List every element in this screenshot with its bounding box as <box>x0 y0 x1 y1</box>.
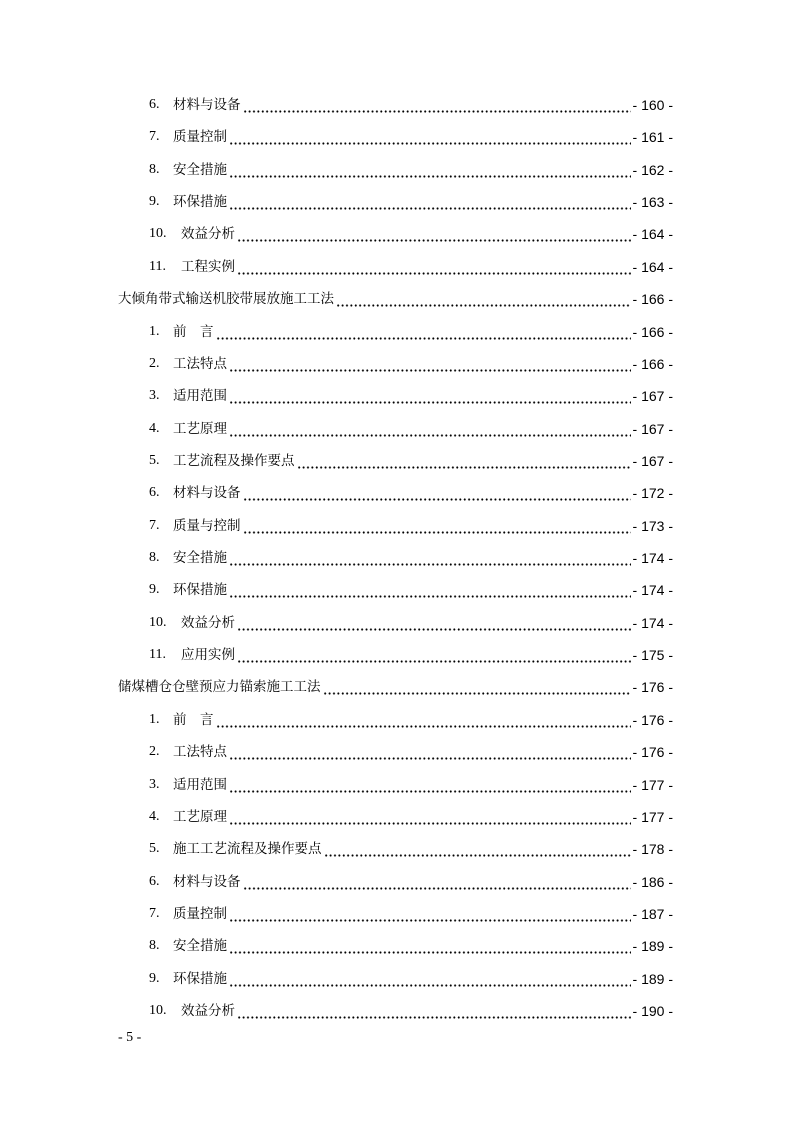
toc-entry-number: 6. <box>149 873 160 889</box>
dot-leader <box>229 386 631 406</box>
toc-section-entry[interactable] <box>149 904 673 924</box>
toc-entry-number: 8. <box>149 161 160 177</box>
toc-entry-number: 3. <box>149 776 160 792</box>
toc-entry-number: 4. <box>149 420 160 436</box>
dot-leader <box>229 419 631 439</box>
toc-entry-title: 效益分析 <box>181 226 235 243</box>
toc-entry-page: - 161 - <box>632 129 673 146</box>
toc-section-entry[interactable] <box>149 160 673 180</box>
toc-entry-page: - 189 - <box>632 938 673 955</box>
toc-entry-title: 适用范围 <box>173 388 227 405</box>
toc-entry-number: 11. <box>149 258 166 274</box>
toc-section-entry[interactable] <box>149 354 673 374</box>
toc-entry-number: 10. <box>149 1003 167 1019</box>
toc-chapter-entry[interactable] <box>118 289 673 309</box>
toc-chapter-entry[interactable] <box>118 677 673 697</box>
dot-leader <box>229 192 631 212</box>
toc-entry-number: 4. <box>149 808 160 824</box>
toc-entry-page: - 175 - <box>632 647 673 664</box>
toc-entry-page: - 177 - <box>632 808 673 825</box>
toc-section-entry[interactable] <box>149 386 673 406</box>
toc-section-entry[interactable] <box>149 839 673 859</box>
toc-entry-title: 环保措施 <box>173 194 227 211</box>
toc-entry-title: 环保措施 <box>173 582 227 599</box>
toc-entry-number: 1. <box>149 711 160 727</box>
toc-entry-number: 2. <box>149 355 160 371</box>
toc-entry-title: 材料与设备 <box>173 97 241 113</box>
toc-entry-title: 工法特点 <box>173 355 227 372</box>
toc-entry-page: - 164 - <box>632 226 673 243</box>
toc-section-entry[interactable] <box>149 192 673 212</box>
toc-section-entry[interactable] <box>149 645 673 665</box>
toc-entry-number: 9. <box>149 194 160 210</box>
toc-entry-page: - 176 - <box>632 744 673 761</box>
toc-section-entry[interactable] <box>149 257 673 277</box>
dot-leader <box>243 483 631 503</box>
toc-entry-title: 工法特点 <box>173 744 227 761</box>
toc-entry-title: 环保措施 <box>173 970 227 987</box>
toc-entry-title: 应用实例 <box>181 647 235 664</box>
page-number-footer: - 5 - <box>118 1030 142 1045</box>
toc-section-entry[interactable] <box>149 710 673 730</box>
toc-entry-number: 6. <box>149 97 160 112</box>
dot-leader <box>229 742 631 762</box>
toc-entry-page: - 190 - <box>632 1003 673 1020</box>
toc-entry-page: - 163 - <box>632 194 673 211</box>
toc-entry-title: 适用范围 <box>173 776 227 793</box>
dot-leader <box>229 354 631 374</box>
toc-entry-title: 效益分析 <box>181 614 235 631</box>
dot-leader <box>336 289 631 309</box>
toc-entry-page: - 167 - <box>632 452 673 469</box>
dot-leader <box>237 1001 631 1021</box>
toc-entry-number: 8. <box>149 550 160 566</box>
toc-entry-page: - 177 - <box>632 776 673 793</box>
toc-entry-title: 质量与控制 <box>173 517 241 534</box>
toc-entry-page: - 167 - <box>632 388 673 405</box>
toc-entry-page: - 176 - <box>632 711 673 728</box>
toc-section-entry[interactable] <box>149 872 673 892</box>
toc-entry-number: 10. <box>149 614 167 630</box>
toc-entry-number: 5. <box>149 452 160 468</box>
toc-entry-number: 7. <box>149 517 160 533</box>
toc-section-entry[interactable] <box>149 936 673 956</box>
toc-entry-number: 7. <box>149 906 160 921</box>
toc-entry-page: - 160 - <box>632 97 673 113</box>
toc-entry-page: - 174 - <box>632 614 673 631</box>
toc-entry-page: - 167 - <box>632 420 673 437</box>
dot-leader <box>229 775 631 795</box>
toc-entry-number: 6. <box>149 485 160 501</box>
toc-entry-page: - 186 - <box>632 873 673 890</box>
toc-section-entry[interactable] <box>149 613 673 633</box>
toc-entry-title: 工艺原理 <box>173 808 227 825</box>
dot-leader <box>229 127 631 147</box>
toc-entry-title: 工艺原理 <box>173 420 227 437</box>
toc-entry-page: - 174 - <box>632 582 673 599</box>
toc-entry-page: - 187 - <box>632 906 673 922</box>
dot-leader <box>237 613 631 633</box>
toc-entry-title: 质量控制 <box>173 129 227 146</box>
toc-entry-title: 安全措施 <box>173 938 227 955</box>
toc-entry-title: 储煤槽仓仓壁预应力锚索施工工法 <box>118 679 321 696</box>
toc-section-entry[interactable] <box>149 483 673 503</box>
toc-entry-title: 前 言 <box>173 323 214 340</box>
dot-leader <box>216 322 631 342</box>
toc-section-entry[interactable] <box>149 969 673 989</box>
toc-entry-title: 质量控制 <box>173 906 227 922</box>
toc-section-entry[interactable] <box>149 322 673 342</box>
dot-leader <box>237 645 631 665</box>
toc-section-entry[interactable] <box>149 419 673 439</box>
toc-entry-number: 9. <box>149 582 160 598</box>
toc-section-entry[interactable] <box>149 1001 673 1021</box>
toc-entry-title: 效益分析 <box>181 1003 235 1020</box>
toc-entry-title: 工程实例 <box>181 258 235 275</box>
toc-entry-page: - 164 - <box>632 258 673 275</box>
toc-section-entry[interactable] <box>149 127 673 147</box>
toc-entry-number: 11. <box>149 647 166 663</box>
toc-entry-number: 1. <box>149 323 160 339</box>
dot-leader <box>229 807 631 827</box>
toc-entry-page: - 176 - <box>632 679 673 696</box>
toc-entry-page: - 162 - <box>632 161 673 178</box>
toc-entry-page: - 172 - <box>632 485 673 502</box>
toc-entry-title: 大倾角带式输送机胶带展放施工工法 <box>118 291 334 308</box>
toc-entry-title: 材料与设备 <box>173 485 241 502</box>
dot-leader <box>323 677 631 697</box>
dot-leader <box>243 516 631 536</box>
dot-leader <box>229 580 631 600</box>
toc-section-entry[interactable] <box>149 580 673 600</box>
toc-entry-title: 安全措施 <box>173 550 227 567</box>
toc-section-entry[interactable] <box>149 742 673 762</box>
toc-entry-number: 3. <box>149 388 160 404</box>
toc-entry-number: 7. <box>149 129 160 145</box>
toc-entry-page: - 166 - <box>632 355 673 372</box>
toc-section-entry[interactable] <box>149 807 673 827</box>
dot-leader <box>229 936 631 956</box>
toc-entry-title: 施工工艺流程及操作要点 <box>173 841 322 858</box>
toc-section-entry[interactable] <box>149 224 673 244</box>
dot-leader <box>243 95 631 115</box>
toc-entry-page: - 166 - <box>632 323 673 340</box>
toc-entry-number: 9. <box>149 970 160 986</box>
toc-entry-number: 8. <box>149 938 160 954</box>
toc-entry-page: - 178 - <box>632 841 673 858</box>
dot-leader <box>229 160 631 180</box>
dot-leader <box>324 839 631 859</box>
toc-section-entry[interactable] <box>149 95 673 115</box>
toc-entry-title: 工艺流程及操作要点 <box>173 452 295 469</box>
toc-entry-page: - 173 - <box>632 517 673 534</box>
dot-leader <box>243 872 631 892</box>
toc-entry-number: 5. <box>149 841 160 857</box>
dot-leader <box>229 548 631 568</box>
toc-entry-title: 前 言 <box>173 711 214 728</box>
dot-leader <box>216 710 631 730</box>
toc-entry-title: 材料与设备 <box>173 873 241 890</box>
dot-leader <box>237 257 631 277</box>
toc-entry-page: - 166 - <box>632 291 673 308</box>
toc-entry-page: - 189 - <box>632 970 673 987</box>
toc-entry-page: - 174 - <box>632 550 673 567</box>
toc-entry-number: 2. <box>149 744 160 760</box>
toc-section-entry[interactable] <box>149 775 673 795</box>
dot-leader <box>229 969 631 989</box>
toc-entry-title: 安全措施 <box>173 161 227 178</box>
dot-leader <box>297 451 631 471</box>
toc-section-entry[interactable] <box>149 548 673 568</box>
toc-section-entry[interactable] <box>149 516 673 536</box>
toc-entry-number: 10. <box>149 226 167 242</box>
toc-section-entry[interactable] <box>149 451 673 471</box>
dot-leader <box>229 904 631 924</box>
dot-leader <box>237 224 631 244</box>
